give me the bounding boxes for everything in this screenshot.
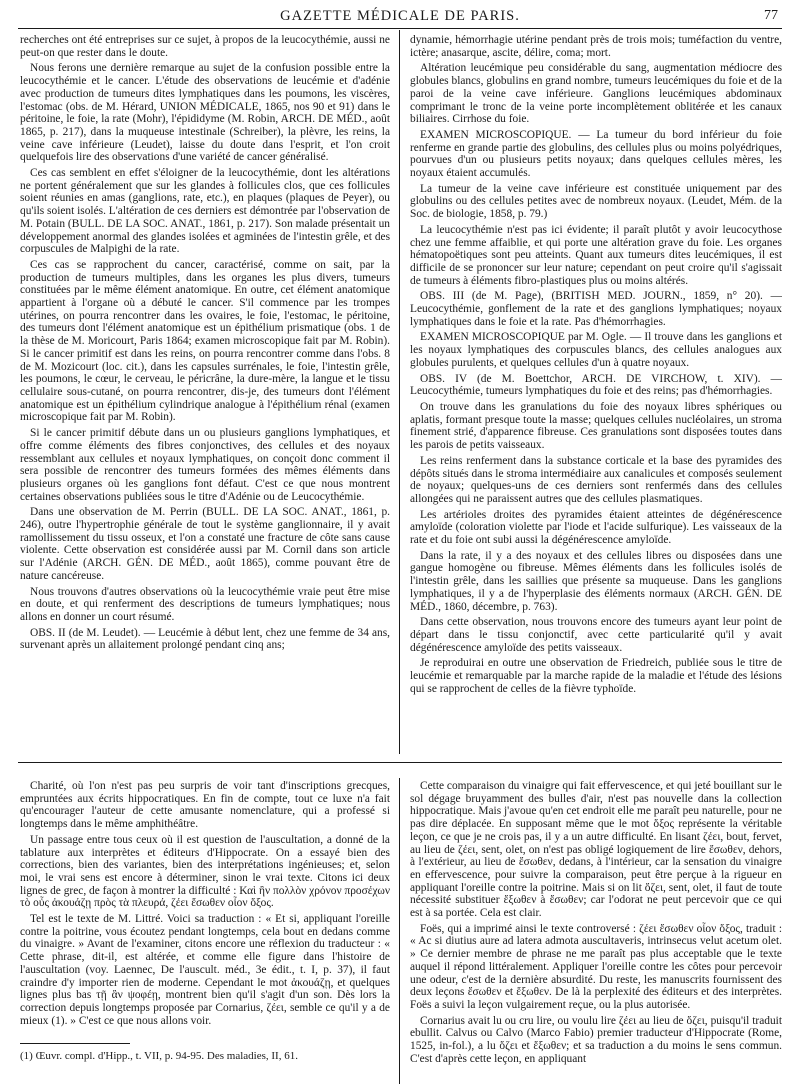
paragraph: Dans la rate, il y a des noyaux et des cellules libres ou disposées dans une gangue homogène ou fibreuse. Mêmes éléments dans les follicules isolés de l'intestin grêle, dans les saillies que présente sa muqueuse. Dans les ganglions lymphatiques, il y a de l'hyperplasie des éléments normaux (ARCH. GÉN. DE MÉD., 1860, décembre, p. 763). (410, 549, 782, 613)
paragraph: dynamie, hémorrhagie utérine pendant près de trois mois; tuméfaction du ventre, ictère; anasarque, ascite, délire, coma; mort. (410, 34, 782, 59)
paragraph: Un passage entre tous ceux où il est question de l'auscultation, a donné de la tablature aux interprètes et éditeurs d'Hippocrate. On a essayé bien des corrections, bien des variantes, bien des interprétations ingénieuses; et, selon moi, le vrai sens est encore à déterminer, sinon le vrai texte. Citons ici deux lignes de grec, de façon à montrer la difficulté : Καὶ ἢν πολλὸν χρόνον προσέχων τὸ οὖς ἀκουάζῃ πρὸς τὰ πλευρά, ζέει ἔσωθεν οἷον ὄξος. (20, 833, 390, 910)
paragraph: Dans une observation de M. Perrin (BULL. DE LA SOC. ANAT., 1861, p. 246), outre l'hypertrophie générale de tout le système ganglionnaire, il y avait ramollissement du tissu osseux, et l'on a constaté une fracture de côte sans cause violente. Cette observation est considérée aussi par M. Cornil dans son article sur l'Adénie (ARCH. GÉN. DE MÉD., août 1865), comme pouvant être de nature cancéreuse. (20, 506, 390, 582)
page-header (18, 6, 782, 29)
paragraph: Les artérioles droites des pyramides étaient atteintes de dégénérescence amyloïde (coloration violette par l'iode et l'acide sulfurique). Les vaisseaux de la rate et du foie ont subi aussi la dégénérescence amyloïde. (410, 508, 782, 547)
paragraph: Ces cas semblent en effet s'éloigner de la leucocythémie, dont les altérations ne portent généralement que sur les glandes à follicules clos, que ces follicules soient réunies en amas (ganglions, rate, etc.), en plaques (plaques de Peyer), ou qu'ils soient isolés. L'altération de ces derniers est démontrée par l'observation de M. Potain (BULL. DE LA SOC. ANAT., 1861, p. 217). Son malade présentait un développement anormal des glandes isolées et agminées de l'intestin grêle, et des corpuscules de Malpighi de la rate. (20, 167, 390, 256)
paragraph: Cette comparaison du vinaigre qui fait effervescence, et qui jeté bouillant sur le sol dégage bruyamment des bulles d'air, n'est pas nouvelle dans la collection hippocratique. Mais j'avoue qu'en cet endroit elle me paraît peu naturelle, pour ne pas dire déplacée. En supposant même que le mot ὄξος représente la véritable leçon, ce que je ne crois pas, il y a un autre difficulté. En lisant ζέει, bout, fervet, au lieu de ζέει, sent, olet, on n'est pas obligé logiquement de lire ἔσωθεν, dehors, à l'extérieur, au lieu de ἔσωθεν, dedans, à l'intérieur, car la sensation du vinaigre en effervescence, pour suivre la comparaison, peut être perçue à la rigueur en appliquant l'oreille contre la poitrine. Mais si on lit ὄζει, sent, olet, il faut de toute nécessité substituer ἔξωθεν à ἔσωθεν; car l'odorat ne peut percevoir que ce qui est à sa portée. Cela est clair. (410, 780, 782, 920)
lower-right-column (410, 780, 782, 1080)
upper-right-column (410, 34, 782, 754)
paragraph: Dans cette observation, nous trouvons encore des tumeurs ayant leur point de départ dans le tissu conjonctif, avec cette particularité qu'il y avait dégénérescence amyloïde des petits vaisseaux. (410, 616, 782, 654)
paragraph: Charité, où l'on n'est pas peu surpris de voir tant d'inscriptions grecques, empruntées aux écrits hippocratiques. En fin de compte, tout ce luxe n'a fait qu'encourager l'auteur de cette amusante nomenclature, qui a professé si longtemps dans le même amphithéâtre. (20, 780, 390, 831)
paragraph: Si le cancer primitif débute dans un ou plusieurs ganglions lymphatiques, et offre comme éléments des fibres conjonctives, des cellules et des noyaux ressemblant aux cellules et noyaux lymphatiques, on conçoit donc comment il sera possible de rencontrer des tumeurs formées des mêmes éléments dans plusieurs organes où les ganglions font défaut. C'est ce que nous montrent certaines observations publiées sous le titre d'Adénie ou de Leucocythémie. (20, 427, 390, 503)
observation-heading: OBS. III (de M. Page), (BRITISH MED. JOURN., 1859, n° 20). — Leucocythémie, gonflement de la rate et des ganglions lymphatiques; noyaux lymphatiques dans le foie et la rate. Pas d'hémorrhagies. (410, 290, 782, 328)
paragraph: Nous trouvons d'autres observations où la leucocythémie vraie peut être mise en doute, et qui renferment des descriptions de tumeurs lymphatiques; nous allons en donner un court résumé. (20, 585, 390, 623)
footnote: (1) Œuvr. compl. d'Hipp., t. VII, p. 94-95. Des maladies, II, 61. (20, 1050, 298, 1062)
paragraph: Nous ferons une dernière remarque au sujet de la confusion possible entre la leucocythémie et le cancer. L'étude des observations de leucémie et d'adénie avec production de tumeurs dites lymphatiques dans les poumons, les viscères, l'estomac (obs. de M. Hérard, UNION MÉDICALE, 1865, nos 90 et 91) dans le péritoine, le foie, la rate (Mohr), l'épididyme (M. Robin, ARCH. DE MÉD., août 1865, p. 217), dans la muqueuse intestinale (Schreiber), la plèvre, les reins, la veine cave inférieure (Leudet), laisse du doute dans l'esprit, et l'on croit quelquefois lire des observations d'une variété de cancer généralisé. (20, 62, 390, 164)
paragraph: EXAMEN MICROSCOPIQUE par M. Ogle. — Il trouve dans les ganglions et les noyaux lymphatiques des corpuscules blancs, des cellules analogues aux globules purulents, et quelques cellules d'un à quatre noyaux. (410, 331, 782, 369)
lower-left-column (20, 780, 390, 1038)
upper-left-column (20, 34, 390, 754)
paragraph: recherches ont été entreprises sur ce sujet, à propos de la leucocythémie, aussi ne peut-on que rester dans le doute. (20, 34, 390, 59)
page-number: 77 (764, 8, 778, 23)
footnote-rule (20, 1043, 130, 1044)
paragraph: Je reproduirai en outre une observation de Friedreich, publiée sous le titre de leucémie et remarquable par la marche rapide de la maladie et l'étude des lésions qui se rapprochent de celles de la fièvre typhoïde. (410, 657, 782, 695)
paragraph: Altération leucémique peu considérable du sang, augmentation médiocre des globules blancs, globulins en grand nombre, tumeurs leucémiques du foie et de la paroi de la veine cave inférieure. Ganglions leucémiques abdominaux comprimant le tronc de la veine porte incomplètement oblitérée et les canaux biliaires. Cirrhose du foie. (410, 62, 782, 126)
observation-heading: OBS. IV (de M. Boettchor, ARCH. DE VIRCHOW, t. XIV). — Leucocythémie, tumeurs lymphatiques du foie et des reins; pas d'hémorrhagies. (410, 372, 782, 398)
paragraph: On trouve dans les granulations du foie des noyaux libres sphériques ou aplatis, formant presque toute la masse; quelques cellules nucléolaires, un stroma finement strié, d'apparence fibreuse. Ces granulations sont disposées toutes dans les parois de petits vaisseaux. (410, 400, 782, 452)
paragraph: EXAMEN MICROSCOPIQUE. — La tumeur du bord inférieur du foie renferme en grande partie des globulins, des cellules plus ou moins polyédriques, pourvues d'un ou plusieurs petits noyaux; dans quelques cellules mères, les noyaux étaient accumulés. (410, 128, 782, 180)
paragraph: La tumeur de la veine cave inférieure est constituée uniquement par des globulins ou des cellules petites avec de nombreux noyaux. (Leudet, Mém. de la Soc. de biologie, 1858, p. 79.) (410, 182, 782, 221)
paragraph: Foës, qui a imprimé ainsi le texte controversé : ζέει ἔσωθεν οἷον ὄξος, traduit : « Ac si diutius aure ad latera admota auscultaveris, intrinsecus velut acetum olet. » Ce dernier membre de phrase ne me paraît pas plus acceptable que le texte auquel il répond littéralement. Appliquer l'oreille contre les côtes pour percevoir une odeur, c'est de la dernière absurdité. Du reste, les manuscrits fournissent des deux leçons ἔσωθεν et ἔξωθεν. De là la perplexité des éditeurs et des interprètes. Foës a suivi la leçon vulgairement reçue, ou la plus autorisée. (410, 922, 782, 1011)
paragraph: Les reins renferment dans la substance corticale et la base des pyramides des dépôts situés dans le stroma intermédiaire aux canalicules et composés seulement de noyaux; quelques-uns de ces derniers sont renfermés dans des cellules allongées qui ne paraissent autres que des cellules plasmatiques. (410, 454, 782, 505)
paragraph: Cornarius avait lu ou cru lire, ou voulu lire ζέει au lieu de ὄζει, puisqu'il traduit ebullit. Calvus ou Calvo (Marco Fabio) premier traducteur d'Hippocrate (Rome, 1525, in-fol.), a lu ὄζει et ἔξωθεν; et sa traduction a du moins le sens commun. C'est d'après cette leçon, en appliquant (410, 1014, 782, 1065)
section-divider (18, 762, 782, 763)
paragraph: La leucocythémie n'est pas ici évidente; il paraît plutôt y avoir leucocythose chez une femme affaiblie, et qui porte une altération grave du foie. Les organes hématopoëtiques sont peu atteints. Quant aux tumeurs dites leucémiques, il est difficile de se prononcer sur leur nature; cependant on peut croire qu'il s'agissait de tumeurs à éléments fibro-plastiques plus ou moins altérés. (410, 223, 782, 287)
observation-heading: OBS. II (de M. Leudet). — Leucémie à début lent, chez une femme de 34 ans, survenant après un allaitement prolongé pendant cinq ans; (20, 626, 390, 652)
column-divider (399, 30, 400, 754)
running-title: GAZETTE MÉDICALE DE PARIS. (280, 8, 520, 24)
paragraph: Ces cas se rapprochent du cancer, caractérisé, comme on sait, par la production de tumeurs multiples, dans les organes les plus divers, tumeurs constituées par le même élément anatomique. En outre, cet élément anatomique appartient à l'organe où a débuté le cancer. S'il commence par les trompes utérines, on pourra rencontrer dans les ovaires, le foie, l'estomac, le péritoine, des tumeurs dont l'élément anatomique est un épithélium prismatique (obs. 1 de la thèse de M. Moricourt, Paris 1864; examen microscopique fait par M. Robin). Si le cancer primitif est dans les reins, on pourra rencontrer comme dans l'obs. 8 de M. Mozicourt (loc. cit.), dans les capsules surrénales, le foie, l'intestin grêle, les poumons, le cœur, le cerveau, le péricrâne, la dure-mère, la langue et le tissu cellulaire sous-cutané, on pourra rencontrer, dis-je, des tumeurs dont l'élément anatomique est un épithélium cylindrique analogue à l'épithélium rénal (examen microscopique fait par M. Robin). (20, 258, 390, 424)
column-divider (399, 778, 400, 1084)
paragraph: Tel est le texte de M. Littré. Voici sa traduction : « Et si, appliquant l'oreille contre la poitrine, vous écoutez pendant longtemps, cela bout en dedans comme du vinaigre. » Avant de l'examiner, citons encore une réflexion du traducteur : « Cette phrase, dit-il, est altérée, et comme elle figure dans l'histoire de l'auscultation (voy. Laennec, De l'auscult. méd., 3e édit., t. I, p. 37), il faut craindre d'y importer rien de moderne. Cependant le mot ἀκουάζῃ, et quelques lignes plus bas τῇ ἂν ψοφέῃ, montrent bien qu'il s'agit d'un son. Dès lors la correction depuis longtemps proposée par Cornarius, ζέει, semble ce qu'il y a de mieux (1). » C'est ce que nous allons voir. (20, 913, 390, 1027)
